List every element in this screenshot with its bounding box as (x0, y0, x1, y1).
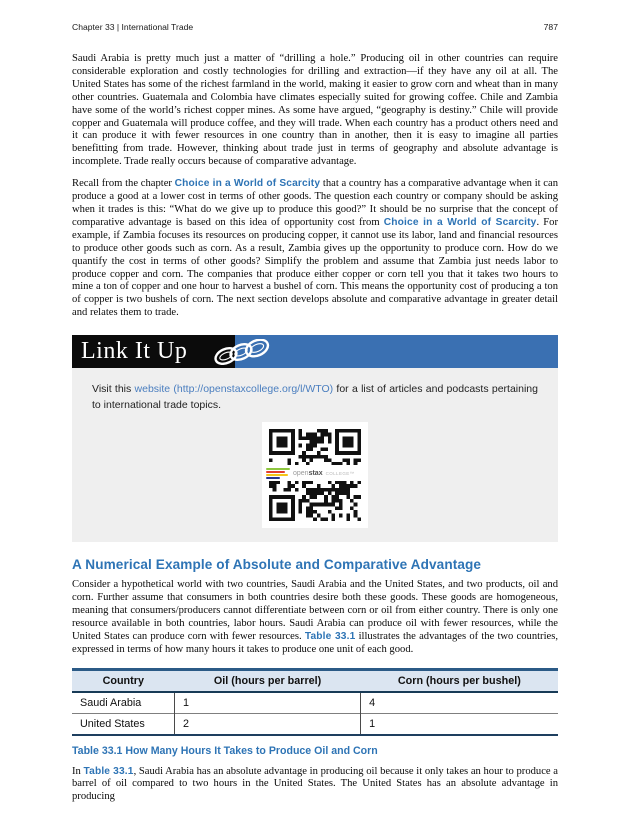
chapter-title: Chapter 33 | International Trade (72, 22, 194, 32)
table-row (72, 713, 558, 735)
feature-note-text: for a list of articles and podcasts pertaining to international trade topics. (92, 383, 538, 412)
running-header (72, 22, 558, 32)
paragraph-text: Consider a hypothetical world with two countries, Saudi Arabia and the United States, and two products, oil and corn. Further assume that consumers in both countries desire both these goods. These goods are homogeneous, meaning that consumers/producers cannot differentiate between corn or oil from either country. There is only one resource available in both countries, labor hours. Saudi Arabia can produce oil with fewer resources, while the United States can produce corn with fewer resources. (72, 579, 558, 642)
link-it-up-title: Link It Up (81, 338, 188, 365)
table-33-1 (72, 668, 558, 736)
link-it-up-banner (72, 335, 558, 368)
table-row (72, 692, 558, 714)
paragraph-text: that a country has a comparative advantage when it can produce a good at a lower cost in terms of other goods. The question each country or company should be asking when it trades is this: “What do we give up to produce this good?” It should be no surprise that the concept of comparative advantage is based on this idea of opportunity cost from (72, 178, 559, 228)
cell-country: Saudi Arabia (80, 696, 142, 709)
paragraph-comparative-advantage (72, 178, 558, 320)
cell-oil: 1 (175, 692, 361, 714)
table-header-row (72, 669, 558, 692)
paragraph-absolute-advantage (72, 766, 558, 805)
qr-code (262, 422, 368, 528)
column-header-corn: Corn (hours per bushel) (361, 669, 558, 692)
column-header-country: Country (72, 669, 175, 692)
paragraph-text: , Saudi Arabia has an absolute advantage in producing oil because it only takes an hour to produce a barrel of oil compared to two hours in the United States. The United States has an absolute advantage in producing (72, 765, 559, 803)
paragraph-text: In (72, 765, 84, 777)
openstax-college-label: COLLEGE™ (325, 470, 355, 476)
page-content (72, 0, 558, 804)
section-heading: A Numerical Example of Absolute and Comparative Advantage (72, 557, 482, 573)
chain-links-icon (213, 339, 271, 365)
page-number: 787 (543, 22, 558, 32)
cell-country: United States (72, 713, 175, 735)
paragraph-text: Recall from the chapter (72, 178, 175, 190)
cell-corn: 1 (361, 713, 558, 735)
feature-note (92, 381, 538, 413)
paragraph-text: Saudi Arabia is pretty much just a matter of “drilling a hole.” Producing oil in other countries can require considerable exploration and costly technologies for drilling and extraction—if they have any oil at all. The United States has some of the richest farmland in the world, making it easier to grow corn and wheat than in many other countries. Guatemala and Colombia have climates especially suited for growing coffee. Chile and Zambia have some of the world’s richest copper mines. As some have argued, “geography is destiny.” Chile will provide copper and Guatemala will produce coffee, and they will trade. When each country has a product others need and it can produce it with fewer resources in one country than in another, then it is easy to imagine all parties benefitting from trade. However, thinking about trade just in terms of geography and absolute advantage is incomplete. Trade really occurs because of comparative advantage. (72, 53, 558, 168)
link-choice-in-a-world-of-scarcity[interactable]: Choice in a World of Scarcity (174, 178, 321, 190)
feature-note-text: Visit this (92, 383, 135, 396)
link-it-up-box (72, 368, 558, 542)
link-wto-website[interactable]: website (http://openstaxcollege.org/l/WTO) (134, 383, 334, 396)
qr-code-container (92, 422, 538, 528)
cell-corn: 4 (361, 692, 558, 714)
openstax-logo (264, 465, 366, 481)
paragraph-hypothetical-world (72, 579, 558, 656)
paragraph-text: illustrates the advantages of the two countries, expressed in terms of how many hours it takes to produce one unit of each good. (72, 630, 559, 655)
link-choice-in-a-world-of-scarcity[interactable]: Choice in a World of Scarcity (383, 216, 537, 228)
link-table-33-1[interactable]: Table 33.1 (83, 765, 134, 777)
column-header-oil: Oil (hours per barrel) (175, 669, 361, 692)
link-table-33-1[interactable]: Table 33.1 (304, 630, 356, 642)
paragraph-text: . For example, if Zambia focuses its resources on producing copper, it cannot use its labor, land and financial resources to produce other goods such as corn. As a result, Zambia gives up the opportunity to produce corn. How do we quantify the cost in terms of other goods? Simplify the problem and assume that Zambia just needs labor to produce copper and corn. The companies that produce either copper or corn tell you that it takes two hours to mine a ton of copper and one hour to harvest a bushel of corn. This means the opportunity cost of producing a ton of copper is two bushels of corn. The next section develops absolute and comparative advantage in greater detail and relates them to trade. (72, 216, 558, 319)
openstax-wordmark-bold: stax (308, 469, 323, 477)
openstax-wordmark: open (293, 469, 309, 477)
cell-oil: 2 (175, 713, 361, 735)
openstax-stripes-icon (266, 468, 290, 479)
paragraph-geography (72, 53, 558, 169)
table-caption: Table 33.1 How Many Hours It Takes to Produce Oil and Corn (72, 744, 378, 757)
